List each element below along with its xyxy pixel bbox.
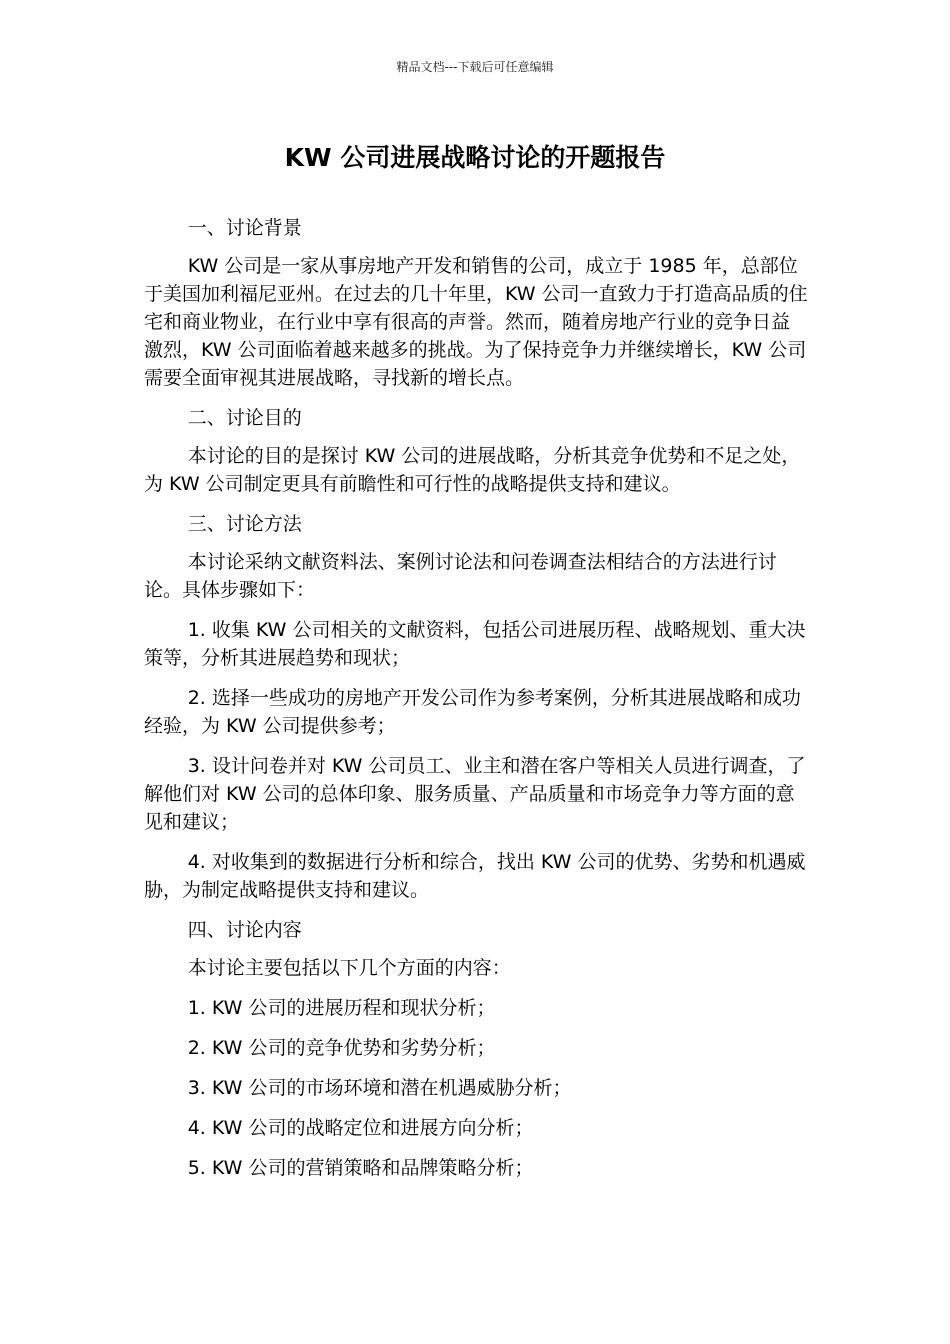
background-paragraph: KW 公司是一家从事房地产开发和销售的公司，成立于 1985 年，总部位于美国加利福尼亚州。在过去的几十年里，KW 公司一直致力于打造高品质的住宅和商业物业，在行业中享有很高的声誉。然而，随着房地产行业的竞争日益激烈，KW 公司面临着越来越多的挑战。为了保持竞争力并继续增长，KW 公司需要全面审视其进展战略，寻找新的增长点。 [144, 255, 808, 389]
content-item: 1. KW 公司的进展历程和现状分析； [187, 997, 496, 1019]
method-step: 1. 收集 KW 公司相关的文献资料，包括公司进展历程、战略规划、重大决策等，分析其进展趋势和现状； [144, 619, 806, 669]
header-note: 精品文档---下载后可任意编辑 [396, 60, 554, 74]
content-intro: 本讨论主要包括以下几个方面的内容： [187, 957, 511, 979]
method-intro: 本讨论采纳文献资料法、案例讨论法和问卷调查法相结合的方法进行讨论。具体步骤如下： [144, 551, 777, 601]
content-item: 5. KW 公司的营销策略和品牌策略分析； [187, 1157, 534, 1179]
purpose-paragraph: 本讨论的目的是探讨 KW 公司的进展战略，分析其竞争优势和不足之处，为 KW 公司制定更具有前瞻性和可行性的战略提供支持和建议。 [144, 445, 801, 495]
document-body [144, 214, 808, 1194]
section-heading-purpose: 二、讨论目的 [187, 407, 302, 429]
method-step: 2. 选择一些成功的房地产开发公司作为参考案例，分析其进展战略和成功经验，为 KW 公司提供参考； [144, 687, 801, 737]
document-title: KW 公司进展战略讨论的开题报告 [284, 143, 666, 172]
content-item: 3. KW 公司的市场环境和潜在机遇威胁分析； [187, 1077, 572, 1099]
section-heading-content: 四、讨论内容 [187, 919, 302, 941]
method-step: 3. 设计问卷并对 KW 公司员工、业主和潜在客户等相关人员进行调查，了解他们对 KW 公司的总体印象、服务质量、产品质量和市场竞争力等方面的意见和建议； [144, 755, 806, 833]
content-item: 4. KW 公司的战略定位和进展方向分析； [187, 1117, 534, 1139]
content-item: 2. KW 公司的竞争优势和劣势分析； [187, 1037, 496, 1059]
method-step: 4. 对收集到的数据进行分析和综合，找出 KW 公司的优势、劣势和机遇威胁，为制定战略提供支持和建议。 [144, 851, 806, 901]
section-heading-background: 一、讨论背景 [187, 217, 302, 239]
section-heading-method: 三、讨论方法 [187, 513, 302, 535]
